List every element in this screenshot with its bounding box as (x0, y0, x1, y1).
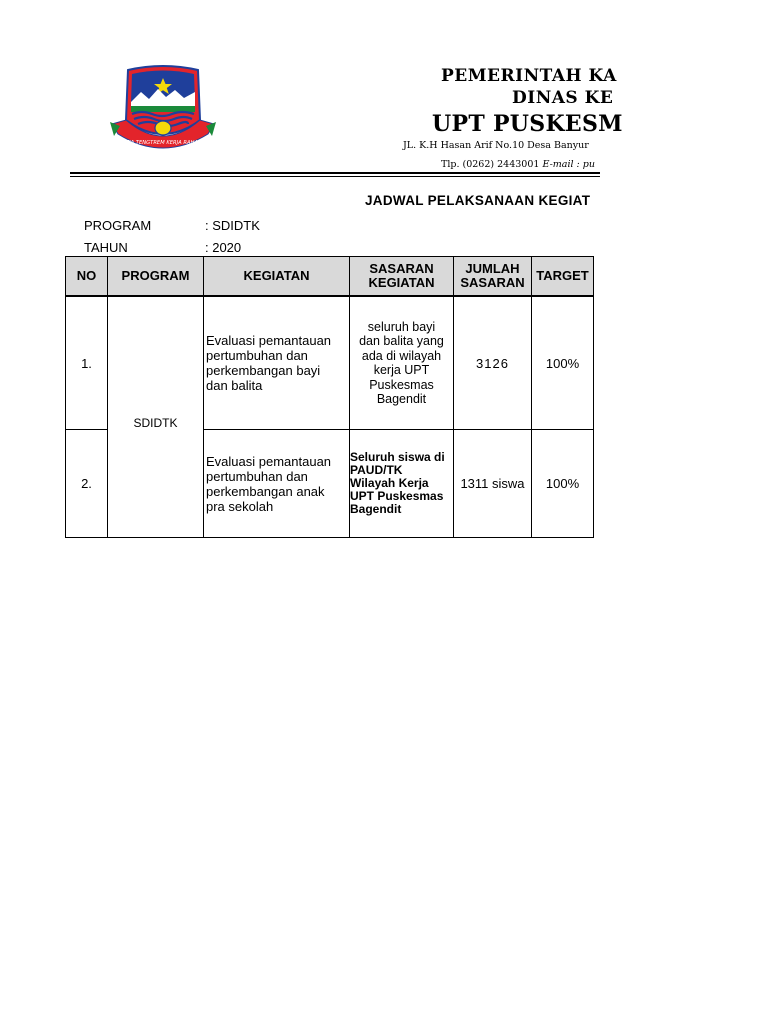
header-jumlah-line2: SASARAN (460, 275, 525, 290)
row1-kegiatan-line: dan balita (206, 378, 263, 393)
program-merged-cell: SDIDTK (108, 297, 204, 538)
row1-target: 100% (532, 297, 594, 430)
row2-kegiatan (204, 430, 350, 538)
document-title: JADWAL PELAKSANAAN KEGIAT (365, 193, 591, 208)
row2-kegiatan-line: pertumbuhan dan (206, 468, 308, 484)
program-value: : SDIDTK (205, 218, 260, 233)
row2-kegiatan-line: Evaluasi pemantauan (206, 453, 332, 469)
row1-sasaran-line: Puskesmas (369, 377, 434, 392)
row2-sasaran-line: PAUD/TK (350, 463, 403, 477)
row2-target: 100% (532, 430, 594, 538)
letterhead-email: E-mail : pu (542, 159, 595, 170)
letterhead-contact (441, 159, 595, 170)
row1-sasaran-line: Bagendit (376, 392, 427, 406)
header-program: PROGRAM (108, 257, 204, 296)
letterhead-department: DINAS KE (512, 88, 614, 108)
row2-sasaran-line: Bagendit (350, 502, 402, 516)
header-sasaran-line2: KEGIATAN (368, 275, 435, 290)
tahun-label: TAHUN (84, 240, 128, 255)
table-row (66, 297, 594, 430)
regency-emblem-logo (108, 62, 218, 162)
row1-kegiatan-line: perkembangan bayi (206, 363, 321, 378)
row2-no: 2. (66, 430, 108, 538)
header-sasaran-kegiatan (350, 257, 454, 296)
row1-kegiatan (204, 297, 350, 430)
schedule-table (65, 256, 594, 538)
row2-sasaran-line: UPT Puskesmas (350, 489, 444, 503)
header-jumlah-line1: JUMLAH (465, 261, 520, 276)
letterhead-rule-thick (70, 172, 600, 174)
letterhead-address: JL. K.H Hasan Arif No.10 Desa Banyur (403, 140, 589, 151)
letterhead-government: PEMERINTAH KA (441, 66, 617, 86)
letterhead-phone: Tlp. (0262) 2443001 (441, 159, 540, 170)
program-label: PROGRAM (84, 218, 152, 233)
row2-kegiatan-line: pra sekolah (206, 498, 274, 514)
row1-jumlah: 3126 (454, 297, 532, 430)
row1-no: 1. (66, 297, 108, 430)
header-sasaran-line1: SASARAN (369, 261, 434, 276)
row2-sasaran-line: Wilayah Kerja (350, 476, 429, 490)
letterhead-rule-thin (70, 176, 600, 177)
row1-sasaran (350, 297, 454, 430)
row1-sasaran-line: dan balita yang (359, 334, 444, 348)
table-header-row (66, 257, 594, 296)
tahun-value: : 2020 (205, 240, 242, 255)
row2-kegiatan-line: perkembangan anak (206, 483, 325, 499)
header-no: NO (66, 257, 108, 296)
logo-motto-text: SETIA TENGTREM KERJA RAHARJA (119, 140, 207, 146)
row2-sasaran-line: Seluruh siswa di (350, 450, 445, 464)
row1-sasaran-line: kerja UPT (373, 363, 430, 377)
row1-kegiatan-line: Evaluasi pemantauan (206, 333, 332, 348)
header-jumlah-sasaran (454, 257, 532, 296)
header-kegiatan: KEGIATAN (204, 257, 350, 296)
row1-sasaran-line: seluruh bayi (367, 319, 436, 334)
row2-jumlah: 1311 siswa (454, 430, 532, 538)
row1-sasaran-line: ada di wilayah (361, 348, 442, 363)
letterhead-unit: UPT PUSKESM (432, 111, 623, 137)
header-target: TARGET (532, 257, 594, 296)
row1-kegiatan-line: pertumbuhan dan (206, 348, 308, 363)
row2-sasaran (350, 430, 454, 538)
